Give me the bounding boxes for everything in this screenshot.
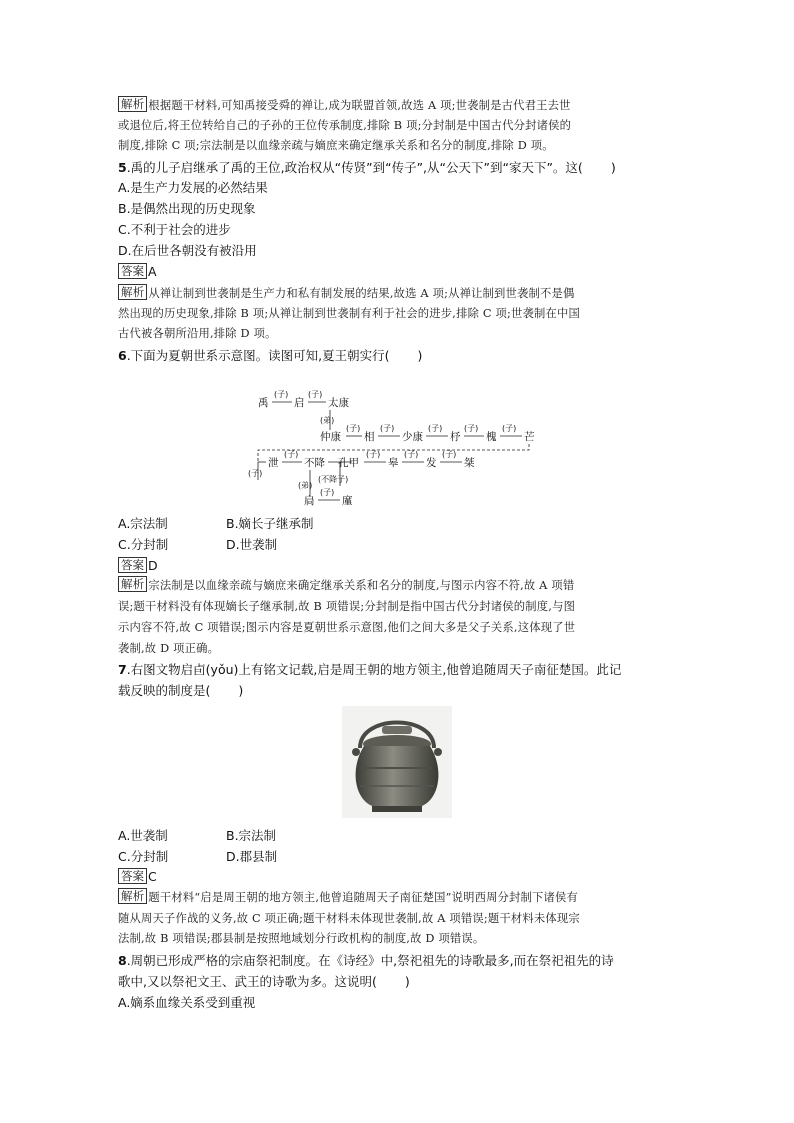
q8-stem: 8.周朝已形成严格的宗庙祭祀制度。在《诗经》中,祭祀祖先的诗歌最多,而在祭祀祖先的诗 <box>118 953 614 968</box>
label-bujiangzi: (不降子) <box>318 475 349 484</box>
q5-answer: 答案 A <box>118 262 157 282</box>
q7-explanation-line: 法制,故 B 项错误;郡县制是按照地域划分行政机构的制度,故 D 项错误。 <box>118 932 485 945</box>
node-xiang: 相 <box>364 431 375 443</box>
node-kongjia: 孔甲 <box>338 457 359 469</box>
q5-stem: 5.禹的儿子启继承了禹的王位,政治权从“传贤”到“传子”,从“公天下”到“家天下”。这( ) <box>118 160 616 175</box>
q7-option-d[interactable]: D.郡县制 <box>226 849 278 864</box>
daan-tag: 答案 <box>118 868 147 884</box>
node-zhongkang: 仲康 <box>320 431 341 443</box>
q5-explanation-line: 解析 从禅让制到世袭制是生产力和私有制发展的结果,故选 A 项;从禅让制到世袭制不是偶 <box>118 284 575 304</box>
daan-tag: 答案 <box>118 557 147 573</box>
jiexi-tag: 解析 <box>118 888 147 904</box>
q6-option-b[interactable]: B.嫡长子继承制 <box>226 516 314 531</box>
label-zi: (子) <box>502 424 517 433</box>
q5-option-a[interactable]: A.是生产力发展的必然结果 <box>118 180 268 195</box>
q7-option-c[interactable]: C.分封制 <box>118 849 169 864</box>
jiexi-tag: 解析 <box>118 576 147 592</box>
node-xie: 泄 <box>268 457 279 469</box>
label-zi: (子) <box>428 424 443 433</box>
q7-explanation-line: 随从周天子作战的义务,故 C 项正确;题干材料未体现世袭制,故 A 项错误;题干材料未体现宗 <box>118 912 580 925</box>
daan-tag: 答案 <box>118 263 147 279</box>
q4-explanation-line: 解析 根据题干材料,可知禹接受舜的禅让,成为联盟首领,故选 A 项;世袭制是古代君王去世 <box>118 96 571 116</box>
jiexi-tag: 解析 <box>118 96 147 112</box>
jiexi-tag: 解析 <box>118 284 147 300</box>
q5-option-b[interactable]: B.是偶然出现的历史现象 <box>118 201 256 216</box>
q6-option-a[interactable]: A.宗法制 <box>118 516 168 531</box>
q8-stem: 歌中,又以祭祀文王、武王的诗歌为多。这说明( ) <box>118 974 410 989</box>
label-zi: (子) <box>284 450 299 459</box>
node-zhu: 杼 <box>450 431 461 443</box>
q7-explanation-line: 解析 题干材料“启是周王朝的地方领主,他曾追随周天子南征楚国”说明西周分封制下诸侯有 <box>118 888 578 908</box>
xia-lineage-diagram <box>248 380 588 515</box>
q6-explanation-line: 袭制,故 D 项正确。 <box>118 642 220 655</box>
node-yu: 禹 <box>258 397 269 409</box>
label-di: (弟) <box>320 416 335 425</box>
q8-option-a[interactable]: A.嫡系血缘关系受到重视 <box>118 995 256 1010</box>
label-zi: (子) <box>346 424 361 433</box>
q5-option-c[interactable]: C.不利于社会的进步 <box>118 222 231 237</box>
label-zi: (子) <box>320 488 335 497</box>
q7-answer: 答案 C <box>118 867 157 887</box>
label-zi: (子) <box>366 450 381 459</box>
node-huai: 槐 <box>486 431 497 443</box>
label-zi: (子) <box>404 450 419 459</box>
q5-explanation-line: 古代被各朝所沿用,排除 D 项。 <box>118 327 277 340</box>
q7-stem: 7.右图文物启卣(yǒu)上有铭文记载,启是周王朝的地方领主,他曾追随周天子南征楚国。此记 <box>118 662 622 677</box>
label-zi: (子) <box>308 390 323 399</box>
q5-explanation-line: 然出现的历史现象,排除 B 项;从禅让制到世袭制有利于社会的进步,排除 C 项;世袭制在中国 <box>118 307 580 320</box>
q4-explanation-line: 制度,排除 C 项;宗法制是以血缘亲疏与嫡庶来确定继承关系和名分的制度,排除 D 项。 <box>118 139 554 152</box>
node-shaokang: 少康 <box>402 431 423 443</box>
label-zi: (子) <box>380 424 395 433</box>
node-jie: 桀 <box>464 457 475 469</box>
q6-stem: 6.下面为夏朝世系示意图。读图可知,夏王朝实行( ) <box>118 348 423 363</box>
node-taikang: 太康 <box>328 397 349 409</box>
node-qi: 启 <box>294 397 305 409</box>
label-zi: (子) <box>248 469 263 478</box>
q6-option-c[interactable]: C.分封制 <box>118 537 169 552</box>
q4-explanation-line: 或退位后,将王位转给自己的子孙的王位传承制度,排除 B 项;分封制是中国古代分封诸侯的 <box>118 119 572 132</box>
q6-option-d[interactable]: D.世袭制 <box>226 537 278 552</box>
node-bujiang: 不降 <box>304 457 325 469</box>
node-jin: 廑 <box>342 495 353 507</box>
q7-option-a[interactable]: A.世袭制 <box>118 828 168 843</box>
node-gao: 皋 <box>388 457 399 469</box>
label-zi: (子) <box>274 390 289 399</box>
label-zi: (子) <box>442 450 457 459</box>
label-di: (弟) <box>298 481 313 490</box>
qi-you-bronze-vessel-image <box>342 706 452 818</box>
q7-option-b[interactable]: B.宗法制 <box>226 828 277 843</box>
q6-explanation-line: 解析 宗法制是以血缘亲疏与嫡庶来确定继承关系和名分的制度,与图示内容不符,故 A 项错 <box>118 576 574 596</box>
node-mang: 芒 <box>524 431 535 443</box>
q5-option-d[interactable]: D.在后世各朝没有被沿用 <box>118 243 257 258</box>
q6-explanation-line: 误;题干材料没有体现嫡长子继承制,故 B 项错误;分封制是指中国古代分封诸侯的制度,与图 <box>118 600 576 613</box>
q6-explanation-line: 示内容不符,故 C 项错误;图示内容是夏朝世系示意图,他们之间大多是父子关系,这体现了世 <box>118 621 576 634</box>
q7-stem: 载反映的制度是( ) <box>118 683 244 698</box>
node-fa: 发 <box>426 457 437 469</box>
q6-answer: 答案 D <box>118 556 158 576</box>
node-jiong: 扃 <box>304 495 315 507</box>
label-zi: (子) <box>464 424 479 433</box>
